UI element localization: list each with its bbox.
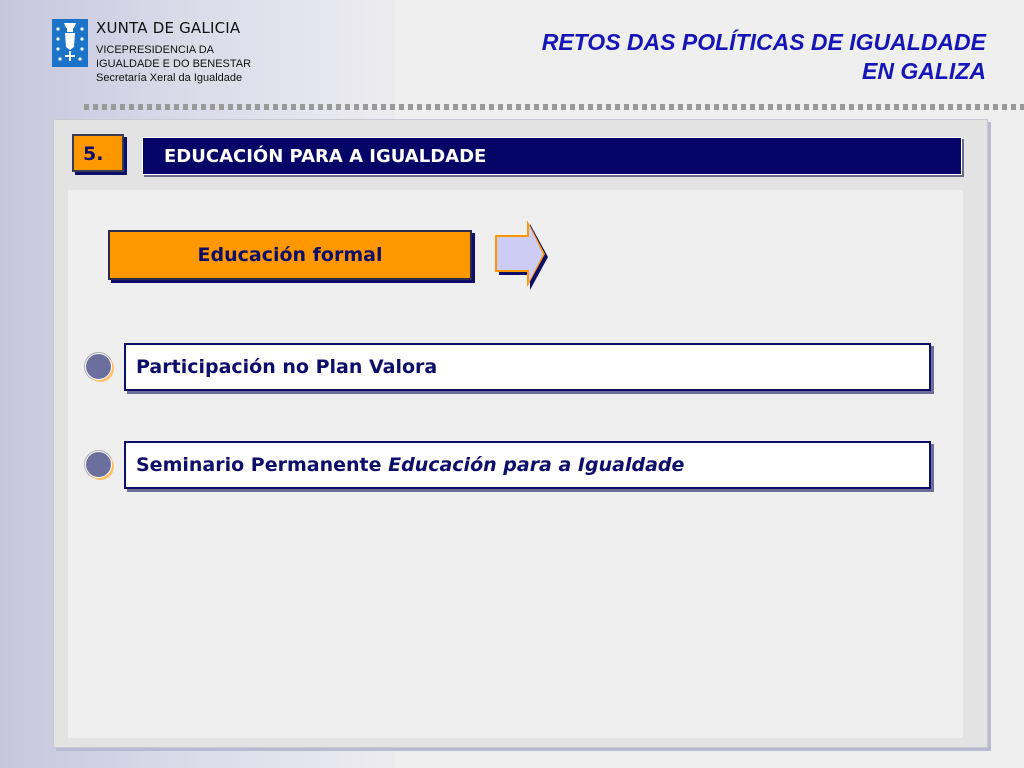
galicia-coat-of-arms-icon [52, 19, 88, 67]
list-item-seminario [124, 441, 931, 489]
list-item-text: Participación no Plan Valora [136, 356, 438, 378]
right-arrow-icon [492, 218, 550, 298]
org-name: XUNTA DE GALICIA [96, 19, 241, 37]
dotted-divider [84, 104, 1024, 110]
list-item-plan-valora [124, 343, 931, 391]
section-number: 5. [72, 134, 124, 172]
page-title [386, 28, 986, 86]
subsection-label: Educación formal [108, 230, 472, 280]
page-title-line2: EN GALIZA [862, 58, 986, 84]
bullet-icon [85, 451, 112, 478]
page-title-line1: RETOS DAS POLÍTICAS DE IGUALDADE [541, 29, 986, 55]
bullet-icon [85, 353, 112, 380]
section-title: EDUCACIÓN PARA A IGUALDADE [164, 146, 487, 167]
org-department-line1: VICEPRESIDENCIA DA [96, 44, 214, 56]
list-item-text: Seminario Permanente [136, 454, 389, 476]
org-department-line2: IGUALDADE E DO BENESTAR [96, 58, 252, 70]
section-title-bar [142, 137, 962, 175]
org-department-line3: Secretaría Xeral da Igualdade [96, 72, 243, 84]
list-item-italic-text: Educación para a Igualdade [388, 454, 685, 476]
